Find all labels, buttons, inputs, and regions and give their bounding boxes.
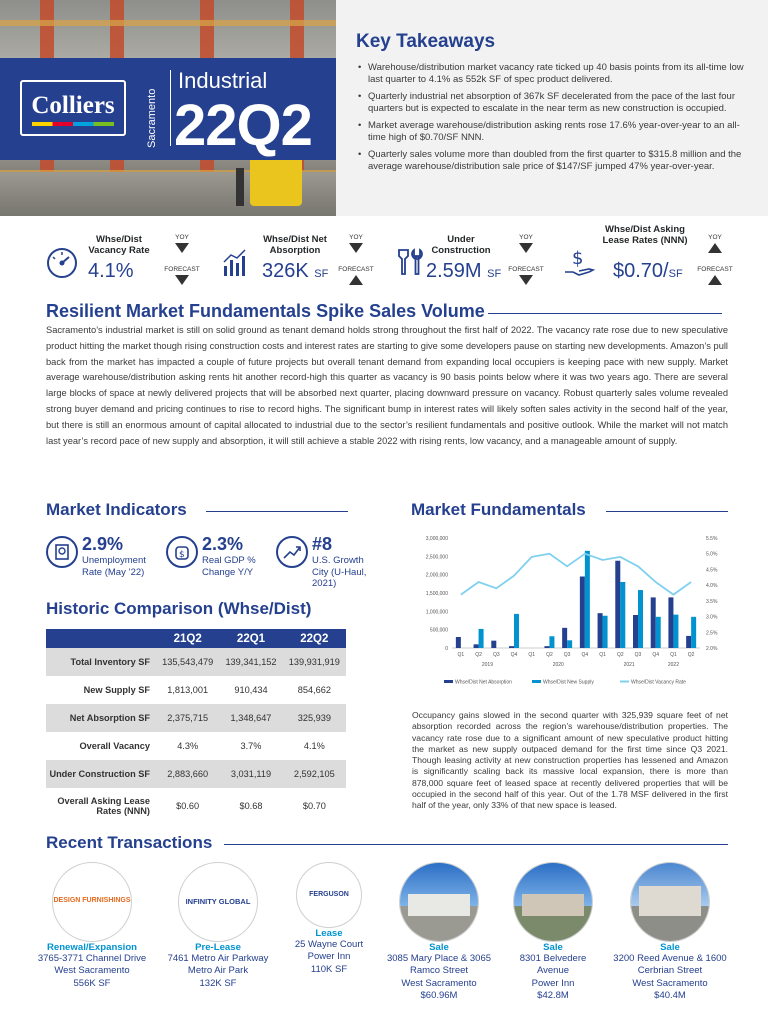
stat-value: 2.59M SF: [426, 260, 502, 282]
table-row: [46, 788, 346, 824]
indicator-label: Unemployment Rate (May ’22): [82, 555, 146, 578]
quarter-label: 22Q2: [174, 93, 312, 158]
transaction-line: 3765-3771 Channel Drive: [37, 953, 147, 964]
yoy-indicator: YOY: [697, 234, 733, 253]
table-cell: 135,543,479: [156, 648, 219, 676]
transaction-line: 110K SF: [310, 963, 348, 975]
bar-net-absorption: [651, 597, 656, 648]
table-cell: 1,348,647: [219, 704, 282, 732]
indicator-value: 2.9%: [82, 534, 124, 554]
transaction-line: Power Inn: [307, 951, 351, 963]
forecast-indicator: FORECAST: [338, 266, 374, 285]
y-tick-label-right: 2.0%: [706, 646, 718, 652]
x-tick-label: Q2: [687, 652, 695, 658]
sector-label: Industrial: [178, 68, 268, 93]
property-photo: [630, 862, 710, 942]
gdp-icon: [166, 536, 198, 568]
table-row: [46, 648, 346, 676]
fundamentals-commentary: Occupancy gains slowed in the second quarter with 325,939 square feet of net absorption recorded across the region’s warehouse/distribution properties. The vacancy rate rose due to a significant amount of new speculative product hitting the market as new supply outpaced demand for the first time since Q3 2021. Though leasing activity at new construction properties has lessened and Amazon is significantly scaling back its massive local expansion, there is more than 878,000 square feet of leased space at recently delivered properties that will be occupied in the second half of this year. Out of the 1.78 MSF delivered in the first half of the year, only 33% of that new space is leased.: [412, 710, 728, 811]
indicator-value: #8: [312, 534, 333, 554]
x-tick-label: Q1: [457, 652, 465, 658]
table-cell: 4.3%: [177, 741, 199, 751]
svg-text:$: $: [572, 248, 584, 269]
transaction-type: Renewal/Expansion: [46, 942, 138, 953]
property-photo: [513, 862, 593, 942]
table-cell: 3.7%: [240, 741, 262, 751]
recent-transactions-title: Recent Transactions: [46, 833, 213, 852]
transaction-line: $60.96M: [420, 989, 458, 1001]
y-tick-label-right: 2.5%: [706, 630, 718, 637]
stats-row: [0, 222, 768, 298]
bar-net-absorption: [456, 637, 461, 648]
market-fundamentals-title: Market Fundamentals: [411, 500, 586, 519]
transaction-line: 8301 Belvedere: [519, 953, 587, 964]
table-cell: 1,813,001: [167, 685, 209, 695]
x-tick-label: Q1: [528, 652, 536, 658]
transaction-line: Avenue: [536, 965, 570, 977]
y-tick-label-left: 3,000,000: [425, 536, 448, 542]
transaction-card[interactable]: [383, 862, 495, 1002]
stat-label: Whse/Dist Asking Lease Rates (NNN): [602, 224, 688, 246]
unemployment-icon: [46, 536, 78, 568]
bar-new-supply: [549, 636, 554, 648]
stat-net-absorption: [220, 222, 385, 298]
article-body: Sacramento’s industrial market is still on solid ground as tenant demand holds strong throughout the first half of 2022. The vacancy rate rose due to new speculative product hitting the market though rising construction costs and interest rates are starting to give some developers pause on starting new developments. Amazon’s pull back from the market has impacted a couple of future projects but overall tenant demand from expanding local occupiers is keeping pace with new supply. Market average warehouse/distribution asking rents hit another record-high this quarter as vacancy is 90 basis points below where it was two years ago. There are several large blocks of space at newly delivered projects that will be absorbed next quarter, placing downward pressure on vacancy. Robust quarterly sales volume revealed strong buyer demand and pricing continues to rise to record highs. The significant bump in interest rates will likely soften sales activity in the second half of the year, but there is still an enormous amount of capital allocated to industrial due to the sector’s resilient fundamentals and positive outlook. While the market will not match last year’s record pace of new supply and absorption, it will still achieve a stable 2022 with rising rents, low vacancy, and a manageable amount of supply.: [46, 325, 728, 446]
x-tick-label: Q3: [634, 652, 642, 658]
tenant-logo: DESIGN FURNISHINGS: [52, 862, 132, 942]
title-band: [0, 58, 336, 160]
x-tick-label: Q3: [492, 652, 500, 658]
transaction-card[interactable]: [36, 862, 148, 990]
indicator-growth-city: [276, 534, 386, 594]
column-header: 22Q2: [283, 629, 346, 648]
y-tick-label-right: 4.0%: [706, 583, 718, 590]
transaction-type: Sale: [543, 942, 563, 953]
table-cell: 854,662: [297, 685, 331, 695]
y-tick-label-right: 3.5%: [706, 598, 718, 605]
transaction-line: 7461 Metro Air Parkway: [167, 953, 269, 964]
x-tick-label: Q2: [475, 652, 482, 658]
legend-label: Whse/Dist Net Absorption: [455, 679, 512, 686]
takeaway-item: • Market average warehouse/distribution asking rents rose 17.6% year-over-year to an all-time high of $0.70/SF NNN.: [358, 120, 750, 144]
transaction-line: West Sacramento: [401, 977, 477, 989]
legend-swatch: [532, 680, 541, 683]
market-indicators-title: Market Indicators: [46, 500, 187, 519]
row-label: Net Absorption SF: [46, 704, 156, 732]
bar-net-absorption: [580, 577, 585, 649]
bar-new-supply: [620, 582, 625, 648]
x-tick-label: Q4: [652, 652, 660, 658]
year-label: 2022: [667, 662, 679, 668]
x-tick-label: Q4: [581, 652, 589, 658]
stat-label: Under Construction: [431, 234, 491, 256]
takeaway-item: • Quarterly industrial net absorption of 367k SF decelerated from the pace of the last four quarters but is expected to escalate in the near term as new construction is occupied.: [358, 91, 750, 115]
key-takeaways-list: [358, 62, 750, 178]
transaction-type: Sale: [429, 942, 449, 953]
forecast-indicator: FORECAST: [697, 266, 733, 285]
transaction-line: 556K SF: [73, 977, 111, 989]
indicator-label: U.S. Growth City (U-Haul, 2021): [312, 555, 367, 589]
column-header: 22Q1: [219, 629, 282, 648]
stat-value: 326K SF: [262, 260, 329, 282]
y-tick-label-right: 5.5%: [706, 536, 718, 542]
table-row: [46, 676, 346, 704]
transaction-card[interactable]: [612, 862, 728, 1002]
table-cell: 2,592,105: [283, 760, 346, 788]
legend-swatch: [444, 680, 453, 683]
hero-warehouse-photo: [0, 0, 336, 216]
indicator-unemployment: [46, 534, 156, 594]
key-takeaways-panel: [336, 0, 768, 216]
table-cell: 139,341,152: [219, 648, 282, 676]
vacancy-rate-line: [461, 554, 691, 595]
bar-net-absorption: [686, 636, 691, 648]
bar-net-absorption: [633, 615, 638, 648]
row-label: Total Inventory SF: [46, 648, 156, 676]
table-cell: $0.60: [176, 801, 200, 811]
transaction-line: 3085 Mary Place & 3065: [386, 953, 492, 964]
bar-new-supply: [638, 590, 643, 648]
table-row: [46, 704, 346, 732]
bar-new-supply: [691, 617, 696, 648]
article-title: Resilient Market Fundamentals Spike Sales Volume: [46, 301, 485, 321]
bar-new-supply: [479, 629, 484, 648]
y-tick-label-right: 3.0%: [706, 614, 718, 621]
transaction-type: Sale: [660, 942, 680, 953]
transaction-card[interactable]: [273, 862, 385, 976]
bar-new-supply: [656, 617, 661, 648]
transaction-line: $42.8M: [537, 989, 569, 1001]
y-tick-label-left: 1,500,000: [425, 591, 448, 597]
transaction-card[interactable]: [497, 862, 609, 1002]
city-label: Sacramento: [146, 88, 158, 148]
colliers-logo[interactable]: Colliers: [20, 80, 126, 136]
table-cell: 4.1%: [303, 741, 325, 751]
transaction-line: Ramco Street: [409, 965, 469, 977]
bar-net-absorption: [491, 641, 496, 648]
indicator-value: 2.3%: [202, 534, 244, 554]
y-tick-label-left: 2,500,000: [425, 554, 448, 561]
table-cell: $0.70: [302, 801, 326, 811]
x-tick-label: Q3: [563, 652, 571, 658]
x-tick-label: Q2: [546, 652, 553, 658]
indicator-gdp: [166, 534, 276, 594]
gauge-icon: [44, 244, 82, 282]
y-tick-label-right: 5.0%: [706, 551, 718, 558]
year-label: 2020: [552, 662, 564, 668]
bar-net-absorption: [474, 644, 479, 648]
title-rule: [488, 313, 722, 314]
table-row: [46, 760, 346, 788]
legend-label: Whse/Dist New Supply: [543, 679, 594, 686]
transaction-type: Lease: [315, 928, 343, 939]
transaction-line: West Sacramento: [632, 977, 708, 989]
year-label: 2021: [623, 662, 635, 668]
row-label: Under Construction SF: [46, 760, 156, 788]
market-fundamentals-chart: [410, 530, 730, 700]
yoy-indicator: YOY: [164, 234, 200, 253]
legend-label: Whse/Dist Vacancy Rate: [631, 679, 686, 686]
x-tick-label: Q4: [510, 652, 518, 658]
bar-net-absorption: [562, 628, 567, 648]
row-label: Overall Asking Lease Rates (NNN): [57, 796, 150, 816]
yoy-indicator: YOY: [508, 234, 544, 253]
x-tick-label: Q1: [599, 652, 606, 658]
table-cell: 325,939: [283, 704, 346, 732]
table-cell: 139,931,919: [283, 648, 346, 676]
svg-text:$: $: [179, 550, 185, 560]
historic-comparison-table: [46, 629, 346, 824]
table-header-row: [46, 629, 346, 648]
stat-label: Whse/Dist Net Absorption: [263, 234, 327, 256]
x-tick-label: Q1: [670, 652, 677, 658]
property-photo: [399, 862, 479, 942]
takeaway-item: • Warehouse/distribution market vacancy rate ticked up 40 basis points from its all-time low last quarter to 4.1% as 552k SF of spec product delivered.: [358, 62, 750, 86]
transaction-line: 3200 Reed Avenue & 1600: [613, 953, 727, 964]
y-tick-label-left: 2,000,000: [425, 572, 448, 579]
year-label: 2019: [481, 662, 493, 668]
historic-comparison-title: Historic Comparison (Whse/Dist): [46, 599, 312, 618]
key-takeaways-title: Key Takeaways: [356, 31, 496, 52]
transaction-line: West Sacramento: [54, 965, 130, 977]
indicator-label: Real GDP % Change Y/Y: [202, 555, 256, 578]
row-label: New Supply SF: [83, 685, 150, 695]
table-cell: 2,883,660: [156, 760, 219, 788]
table-cell: 910,434: [234, 685, 268, 695]
forecast-indicator: FORECAST: [508, 266, 544, 285]
table-cell: 3,031,119: [219, 760, 282, 788]
column-header: 21Q2: [156, 629, 219, 648]
table-cell: $0.68: [239, 801, 263, 811]
bar-new-supply: [567, 640, 572, 648]
tenant-logo: FERGUSON: [296, 862, 362, 928]
y-tick-label-right: 4.5%: [706, 567, 718, 574]
tenant-logo: INFINITY GLOBAL: [178, 862, 258, 942]
bar-net-absorption: [615, 561, 620, 648]
takeaway-item: • Quarterly sales volume more than doubled from the first quarter to $315.8 million and the average warehouse/distribution sale price of $147/SF jumped 47% year-over-year.: [358, 149, 750, 173]
transaction-line: 132K SF: [199, 977, 237, 989]
growth-icon: [276, 536, 308, 568]
bar-net-absorption: [598, 613, 603, 648]
table-cell: 2,375,715: [156, 704, 219, 732]
stat-value: $0.70/SF: [613, 260, 683, 282]
bar-net-absorption: [544, 646, 549, 648]
transaction-line: 25 Wayne Court: [294, 939, 364, 950]
bar-new-supply: [673, 615, 678, 648]
transaction-line: Power Inn: [531, 977, 575, 989]
yoy-indicator: YOY: [338, 234, 374, 253]
x-tick-label: Q2: [616, 652, 624, 658]
stat-under-construction: [396, 222, 561, 298]
transaction-type: Pre-Lease: [195, 942, 241, 953]
stat-value: 4.1%: [88, 260, 134, 282]
transaction-card[interactable]: [162, 862, 274, 990]
transaction-line: Cerbrian Street: [637, 965, 703, 977]
table-row: [46, 732, 346, 760]
dollar-hand-icon: [563, 244, 601, 282]
stat-label: Whse/Dist Vacancy Rate: [88, 234, 150, 256]
transaction-line: $40.4M: [654, 989, 686, 1001]
y-tick-label-left: 1,000,000: [425, 609, 448, 616]
transaction-line: Metro Air Park: [187, 965, 249, 977]
forecast-indicator: FORECAST: [164, 266, 200, 285]
bar-net-absorption: [509, 646, 514, 648]
row-label: Overall Vacancy: [79, 741, 150, 751]
bar-net-absorption: [668, 597, 673, 648]
stat-asking-rates: [563, 222, 743, 298]
stat-vacancy-rate: [44, 222, 209, 298]
bar-new-supply: [603, 616, 608, 648]
bar-new-supply: [585, 551, 590, 648]
bar-new-supply: [514, 614, 519, 648]
y-tick-label-left: 500,000: [429, 627, 448, 634]
y-tick-label-left: 0: [445, 646, 448, 652]
